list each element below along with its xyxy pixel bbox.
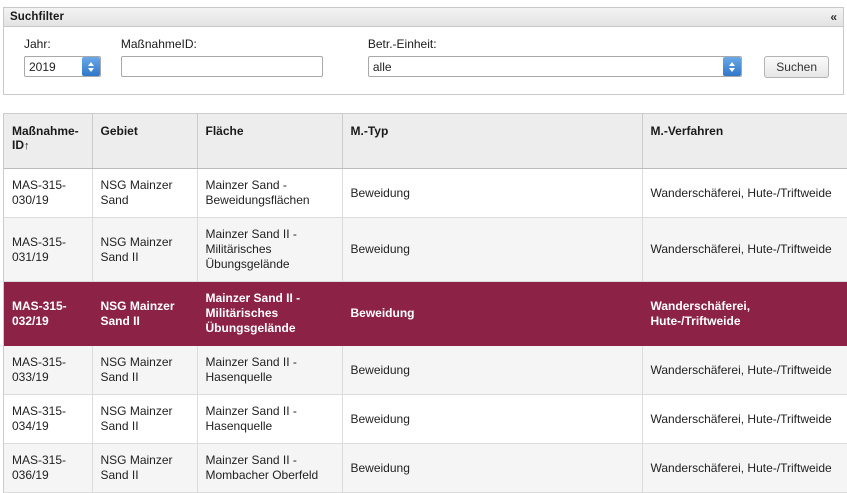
table-row[interactable] [4,395,847,444]
cell-m-verfahren: Wanderschäferei, Hute-/Triftweide [642,169,847,218]
column-header-label: Maßnahme-ID [12,124,79,152]
column-header-label: Fläche [205,124,244,138]
cell-flaeche: Mainzer Sand II - Hasenquelle [197,346,342,395]
betr-einheit-select-wrap [368,56,742,77]
cell-gebiet: NSG Mainzer Sand [92,169,197,218]
field-group-jahr [24,37,101,77]
cell-m-typ: Beweidung [342,218,642,282]
results-table [4,114,847,493]
cell-m-typ: Beweidung [342,444,642,493]
cell-m-typ: Beweidung [342,169,642,218]
cell-m-typ: Beweidung [342,395,642,444]
cell-m-typ: Beweidung [342,282,642,346]
cell-massnahme-id: MAS-315-033/19 [4,346,92,395]
cell-massnahme-id: MAS-315-036/19 [4,444,92,493]
search-filter-title: Suchfilter [10,11,65,23]
cell-massnahme-id: MAS-315-034/19 [4,395,92,444]
cell-m-typ: Beweidung [342,346,642,395]
cell-m-verfahren: Wanderschäferei, Hute-/Triftweide [642,346,847,395]
search-filter-panel [3,7,844,95]
field-group-search-button [764,37,829,78]
column-header-flaeche[interactable] [197,114,342,169]
massnahme-id-input[interactable] [121,56,323,77]
cell-gebiet: NSG Mainzer Sand II [92,395,197,444]
field-group-betr-einheit [368,37,742,77]
cell-flaeche: Mainzer Sand II - Hasenquelle [197,395,342,444]
column-header-label: M.-Typ [350,124,389,138]
betr-einheit-label: Betr.-Einheit: [367,37,437,51]
column-header-m-verfahren[interactable] [642,114,847,169]
column-header-massnahme-id[interactable] [4,114,92,169]
cell-massnahme-id: MAS-315-032/19 [4,282,92,346]
cell-flaeche: Mainzer Sand II - Militärisches Übungsgelände [197,282,342,346]
massnahme-id-label: MaßnahmeID: [120,37,197,51]
cell-m-verfahren: Wanderschäferei, Hute-/Triftweide [642,444,847,493]
cell-gebiet: NSG Mainzer Sand II [92,282,197,346]
cell-flaeche: Mainzer Sand II - Mombacher Oberfeld [197,444,342,493]
cell-gebiet: NSG Mainzer Sand II [92,444,197,493]
search-filter-header [4,8,843,27]
cell-gebiet: NSG Mainzer Sand II [92,218,197,282]
table-row[interactable] [4,346,847,395]
cell-m-verfahren: Wanderschäferei, Hute-/Triftweide [642,395,847,444]
table-row[interactable] [4,444,847,493]
sort-ascending-icon: ↑ [24,140,30,152]
results-table-wrap [3,113,847,493]
table-header-row [4,114,847,169]
field-group-massnahme-id [121,37,323,77]
cell-flaeche: Mainzer Sand - Beweidungsflächen [197,169,342,218]
cell-flaeche: Mainzer Sand II - Militärisches Übungsgelände [197,218,342,282]
jahr-select[interactable] [24,56,101,77]
jahr-label: Jahr: [24,37,51,51]
table-row[interactable] [4,218,847,282]
jahr-select-wrap [24,56,101,77]
column-header-label: M.-Verfahren [650,124,724,138]
betr-einheit-select[interactable] [368,56,742,77]
table-row[interactable] [4,169,847,218]
cell-gebiet: NSG Mainzer Sand II [92,346,197,395]
column-header-m-typ[interactable] [342,114,642,169]
column-header-label: Gebiet [100,124,138,138]
table-row-selected[interactable] [4,282,847,346]
column-header-gebiet[interactable] [92,114,197,169]
cell-massnahme-id: MAS-315-030/19 [4,169,92,218]
cell-m-verfahren: Wanderschäferei, Hute-/Triftweide [642,282,847,346]
search-filter-body [4,27,843,94]
chevron-left-icon[interactable]: « [830,10,837,24]
cell-massnahme-id: MAS-315-031/19 [4,218,92,282]
search-button[interactable]: Suchen [764,56,829,78]
cell-m-verfahren: Wanderschäferei, Hute-/Triftweide [642,218,847,282]
